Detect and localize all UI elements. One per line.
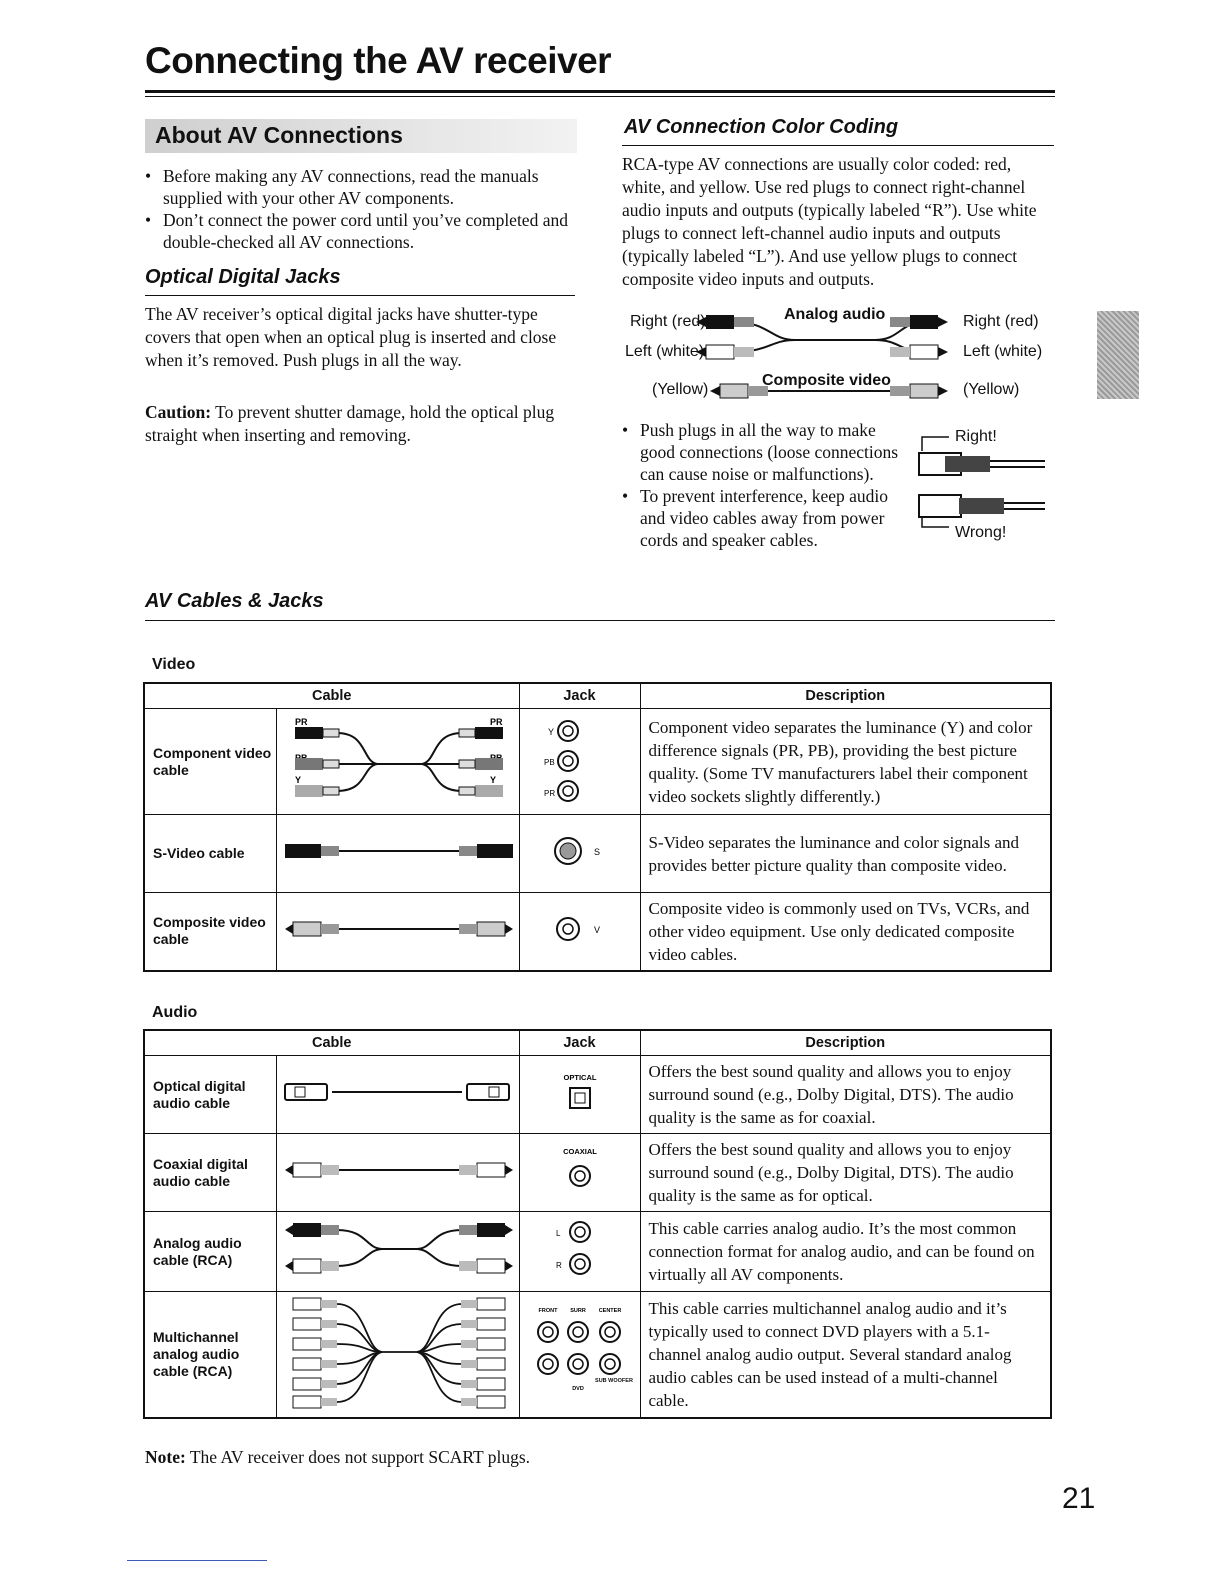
rca-plug-icon <box>696 345 754 359</box>
jack-label: Y <box>547 727 554 737</box>
table-row <box>144 1212 1051 1292</box>
jack-label: L <box>555 1229 560 1238</box>
analog-audio-cable-icon <box>277 1212 520 1286</box>
rca-plug-icon <box>890 384 948 398</box>
footer-line <box>127 1560 267 1561</box>
cable-label: PR <box>294 717 308 727</box>
jack-illustration <box>519 1292 640 1419</box>
cable-description: Composite video is commonly used on TVs, VCRs, and other video equipment. Use only dedicated composite video cables. <box>640 893 1051 971</box>
table-row <box>144 1056 1051 1134</box>
audio-label: Audio <box>152 1004 198 1021</box>
title-rule-thin <box>145 96 1055 97</box>
right-red-label: Right (red) <box>630 313 706 330</box>
cable-description: Offers the best sound quality and allows you to enjoy surround sound (e.g., Dolby Digital, DTS). The audio quality is the same as for optical. <box>640 1134 1051 1212</box>
cable-label: PR <box>489 717 503 727</box>
cable-description: S-Video separates the luminance and color signals and provides better picture quality than composite video. <box>640 815 1051 893</box>
jack-label: PB <box>543 758 555 767</box>
header-jack: Jack <box>519 1030 640 1056</box>
note-label: Note: <box>145 1447 186 1467</box>
cable-name: Component video cable <box>144 709 276 815</box>
cable-label: Y <box>489 775 496 785</box>
about-bullets <box>145 165 585 253</box>
cable-name: Composite video cable <box>144 893 276 971</box>
coaxial-jack-icon <box>520 1140 641 1200</box>
cable-illustration <box>276 709 519 815</box>
about-heading: About AV Connections <box>155 122 403 148</box>
optical-cable-icon <box>277 1072 520 1112</box>
cable-description: This cable carries analog audio. It’s the most common connection format for analog audio, and can be found on virtually all AV components. <box>640 1212 1051 1292</box>
cable-illustration <box>276 815 519 893</box>
about-bullet: • Before making any AV connections, read the manuals supplied with your other AV components. <box>145 165 585 209</box>
right-red-label: Right (red) <box>963 313 1039 330</box>
jack-label: CENTER <box>598 1308 621 1314</box>
component-jack-icon <box>520 709 641 809</box>
table-row <box>144 1292 1051 1419</box>
color-coding-body: RCA-type AV connections are usually color coded: red, white, and yellow. Use red plugs to connect right-channel audio inputs and outputs (typically labeled “R”). Use white plugs to connect left-channel audio inputs and outputs (typically labeled “L”). And use yellow plugs to connect composite video inputs and outputs. <box>622 154 1037 289</box>
optical-heading: Optical Digital Jacks <box>145 266 341 288</box>
jack-illustration <box>519 1212 640 1292</box>
cable-name: Coaxial digital audio cable <box>144 1134 276 1212</box>
header-cable: Cable <box>144 1030 519 1056</box>
cable-name: S-Video cable <box>144 815 276 893</box>
composite-video-label: Composite video <box>762 372 891 389</box>
rca-plug-icon <box>945 456 990 472</box>
jack-illustration <box>519 1056 640 1134</box>
cable-label: Y <box>294 775 301 785</box>
analog-audio-label: Analog audio <box>784 306 886 323</box>
cable-description: This cable carries multichannel analog audio and it’s typically used to connect DVD players with a 5.1-channel analog audio output. Several standard analog audio cables can be used instead of a multi-channel cable. <box>640 1292 1051 1419</box>
yellow-label: (Yellow) <box>963 381 1020 398</box>
audio-table <box>143 1029 1052 1419</box>
rca-plug-icon <box>959 498 1004 514</box>
coaxial-cable-icon <box>277 1150 520 1190</box>
about-bullet: • Don’t connect the power cord until you’ve completed and double-checked all AV connections. <box>145 209 585 253</box>
cables-rule <box>145 620 1055 621</box>
optical-rule <box>145 295 575 296</box>
rca-plug-icon <box>710 384 768 398</box>
cable-name: Optical digital audio cable <box>144 1056 276 1134</box>
cable-illustration <box>276 893 519 971</box>
component-cable-icon <box>277 709 520 809</box>
right-label: Right! <box>955 428 997 445</box>
table-header-row <box>144 1030 1051 1056</box>
caution-text: To prevent shutter damage, hold the optical plug straight when inserting and removing. <box>145 402 555 445</box>
optical-body: The AV receiver’s optical digital jacks have shutter-type covers that open when an optical plug is inserted and close when it’s removed. Push plugs in all the way. <box>145 304 557 370</box>
header-jack: Jack <box>519 683 640 709</box>
left-white-label: Left (white) <box>625 343 705 360</box>
table-row <box>144 1134 1051 1212</box>
page-title: Connecting the AV receiver <box>145 40 612 81</box>
cable-name: Multichannel analog audio cable (RCA) <box>144 1292 276 1419</box>
cable-illustration <box>276 1134 519 1212</box>
rca-plug-icon <box>890 345 948 359</box>
jack-label: FRONT <box>538 1308 557 1314</box>
cable-illustration <box>276 1292 519 1419</box>
jack-label: R <box>555 1261 562 1270</box>
tip-item: • To prevent interference, keep audio and video cables away from power cords and speaker cables. <box>622 485 907 551</box>
table-row <box>144 815 1051 893</box>
jack-label: COAXIAL <box>562 1147 597 1156</box>
header-cable: Cable <box>144 683 519 709</box>
table-row <box>144 709 1051 815</box>
composite-jack-icon <box>520 904 641 954</box>
color-coding-tips <box>622 419 907 551</box>
rca-plug-icon <box>890 315 948 329</box>
color-coding-rule <box>622 145 1054 146</box>
video-table <box>143 682 1052 972</box>
s-video-cable-icon <box>277 831 520 871</box>
color-coding-heading: AV Connection Color Coding <box>624 116 899 138</box>
yellow-label: (Yellow) <box>652 381 709 398</box>
composite-cable-icon <box>277 909 520 949</box>
wrong-label: Wrong! <box>955 524 1007 541</box>
header-description: Description <box>640 683 1051 709</box>
title-rule <box>145 90 1055 93</box>
section-tab <box>1097 311 1139 399</box>
cable-illustration <box>276 1056 519 1134</box>
tip-item: • Push plugs in all the way to make good connections (loose connections can cause noise or malfunctions). <box>622 419 907 485</box>
table-row <box>144 893 1051 971</box>
cable-description: Component video separates the luminance (Y) and color difference signals (PR, PB), providing the best picture quality. (Some TV manufacturers label their component video sockets slightly differently.) <box>640 709 1051 815</box>
jack-illustration <box>519 709 640 815</box>
analog-jack-icon <box>520 1214 641 1284</box>
jack-label: SURR <box>569 1308 586 1314</box>
jack-illustration <box>519 815 640 893</box>
optical-caution <box>145 401 585 447</box>
jack-label: SUB WOOFER <box>594 1378 633 1384</box>
optical-jack-icon <box>520 1062 641 1122</box>
table-header-row <box>144 683 1051 709</box>
jack-illustration <box>519 1134 640 1212</box>
multichannel-jack-icon <box>520 1292 641 1412</box>
s-video-jack-icon <box>520 826 641 876</box>
cable-name: Analog audio cable (RCA) <box>144 1212 276 1292</box>
jack-label: PR <box>543 789 555 798</box>
left-white-label: Left (white) <box>963 343 1043 360</box>
jack-label: OPTICAL <box>563 1073 596 1082</box>
multichannel-cable-icon <box>277 1292 520 1412</box>
caution-label: Caution: <box>145 402 212 422</box>
cable-description: Offers the best sound quality and allows you to enjoy surround sound (e.g., Dolby Digital, DTS). The audio quality is the same as for coaxial. <box>640 1056 1051 1134</box>
jack-label: DVD <box>571 1386 584 1392</box>
jack-illustration <box>519 893 640 971</box>
cable-illustration <box>276 1212 519 1292</box>
note-text: The AV receiver does not support SCART plugs. <box>185 1447 531 1467</box>
cables-heading: AV Cables & Jacks <box>145 590 324 612</box>
about-banner <box>145 119 577 153</box>
jack-icon <box>919 495 961 517</box>
header-description: Description <box>640 1030 1051 1056</box>
jack-label: V <box>593 924 600 935</box>
video-label: Video <box>152 656 196 673</box>
jack-label: S <box>593 847 600 857</box>
note <box>145 1446 530 1469</box>
page-number: 21 <box>1062 1482 1096 1515</box>
